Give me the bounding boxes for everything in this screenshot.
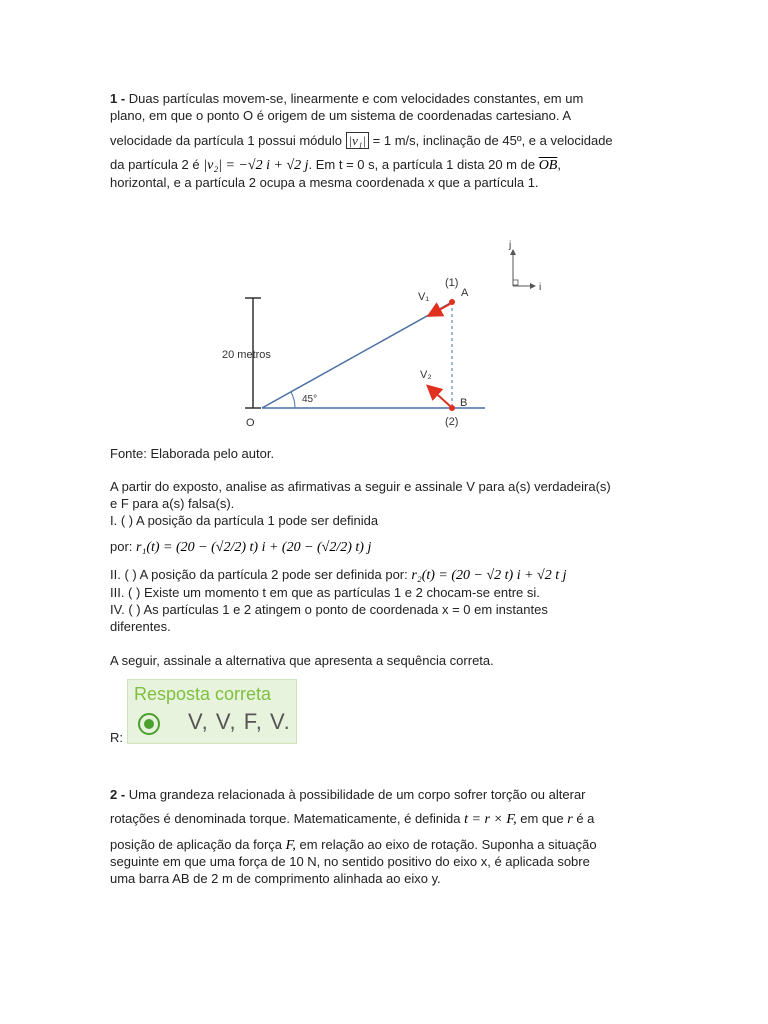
f-symbol: F, bbox=[285, 838, 296, 853]
q2-line2 bbox=[110, 810, 594, 828]
point-a-label: A bbox=[461, 287, 469, 299]
origin-label: O bbox=[246, 417, 255, 429]
q2-text-1: Uma grandeza relacionada à possibilidade de um corpo sofrer torção ou alterar bbox=[128, 787, 586, 802]
v2-expression: |v₂| = −√2 i + √2 j bbox=[203, 158, 309, 173]
q1-number: 1 - bbox=[110, 91, 126, 106]
v1-label: V₁ bbox=[418, 291, 430, 303]
q2-line3 bbox=[110, 836, 597, 854]
r1-expression: r₁(t) = (20 − (√2/2) t) i + (20 − (√2/2) t) j bbox=[136, 540, 372, 555]
q1-line5: horizontal, e a partícula 2 ocupa a mesma coordenada x que a partícula 1. bbox=[110, 175, 539, 190]
v1-vector bbox=[430, 304, 450, 315]
q1-ask: A seguir, assinale a alternativa que apresenta a sequência correta. bbox=[110, 653, 494, 668]
q1-intro-1: A partir do exposto, analise as afirmativas a seguir e assinale V para a(s) verdadeira(s) bbox=[110, 479, 611, 494]
q1-figure bbox=[200, 230, 560, 435]
por-label: por: bbox=[110, 539, 133, 554]
q1-text-3b: = 1 m/s, inclinação de 45º, e a velocidade bbox=[372, 133, 613, 148]
point-b-label: B bbox=[460, 397, 468, 409]
statement-1: I. ( ) A posição da partícula 1 pode ser definida bbox=[110, 513, 379, 528]
correct-answer-box bbox=[127, 679, 297, 744]
q2-line1 bbox=[110, 786, 586, 803]
q2-text-2c: é a bbox=[576, 811, 595, 826]
axes-origin-square bbox=[513, 280, 518, 285]
torque-expression: t = r × F, bbox=[464, 812, 517, 827]
q1-text-3a: velocidade da partícula 1 possui módulo bbox=[110, 133, 342, 148]
figure-source: Fonte: Elaborada pelo autor. bbox=[110, 446, 275, 461]
q1-line4 bbox=[110, 156, 561, 174]
v1-modulus: |v₁| bbox=[346, 132, 369, 149]
q2-text-3b: em relação ao eixo de rotação. Suponha a situação bbox=[299, 837, 597, 852]
oa-line bbox=[262, 302, 452, 408]
i-label: i bbox=[539, 282, 542, 293]
correct-answer-text: V, V, F, V. bbox=[188, 709, 291, 734]
particle2-label: (2) bbox=[445, 416, 459, 428]
q1-intro-2: e F para a(s) falsa(s). bbox=[110, 496, 235, 511]
q1-text-1: Duas partículas movem-se, linearmente e com velocidades constantes, em um bbox=[128, 91, 584, 106]
angle-arc bbox=[291, 392, 295, 408]
statement-4-cont: diferentes. bbox=[110, 619, 171, 634]
height-label: 20 metros bbox=[222, 349, 271, 361]
angle-label: 45° bbox=[302, 394, 318, 405]
statement-2 bbox=[110, 566, 567, 584]
statement-2-text: II. ( ) A posição da partícula 2 pode ser definida por: bbox=[110, 567, 408, 582]
q2-line5: uma barra AB de 2 m de comprimento alinhada ao eixo y. bbox=[110, 871, 441, 886]
q1-text-4b: . Em t = 0 s, a partícula 1 dista 20 m de bbox=[308, 157, 536, 172]
v2-vector bbox=[429, 387, 450, 406]
q2-text-2a: rotações é denominada torque. Matematicamente, é definida bbox=[110, 811, 461, 826]
ob-segment: $\overline{OB}$ bbox=[538, 158, 558, 173]
statement-1-formula bbox=[110, 538, 371, 556]
r-label: R: bbox=[110, 730, 123, 745]
q1-line3 bbox=[110, 132, 613, 149]
r2-expression: r₂(t) = (20 − √2 t) i + √2 t j bbox=[411, 568, 567, 583]
q1-line2: plano, em que o ponto O é origem de um sistema de coordenadas cartesiano. A bbox=[110, 108, 572, 123]
q2-line4: seguinte em que uma força de 10 N, no sentido positivo do eixo x, é aplicada sobre bbox=[110, 854, 590, 869]
q2-text-3a: posição de aplicação da força bbox=[110, 837, 283, 852]
r-symbol: r bbox=[567, 812, 573, 827]
selected-radio-icon bbox=[138, 713, 160, 735]
q2-number: 2 - bbox=[110, 787, 126, 802]
particle1-label: (1) bbox=[445, 277, 459, 289]
q1-text-4c: , bbox=[557, 157, 561, 172]
correct-answer-title: Resposta correta bbox=[134, 684, 272, 704]
q2-text-2b: em que bbox=[520, 811, 564, 826]
v2-label: V₂ bbox=[420, 369, 432, 381]
q1-text-4a: da partícula 2 é bbox=[110, 157, 200, 172]
statement-4: IV. ( ) As partículas 1 e 2 atingem o ponto de coordenada x = 0 em instantes bbox=[110, 602, 548, 617]
statement-3: III. ( ) Existe um momento t em que as partículas 1 e 2 chocam-se entre si. bbox=[110, 585, 540, 600]
j-label: j bbox=[509, 240, 512, 251]
q1-line1 bbox=[110, 90, 583, 107]
